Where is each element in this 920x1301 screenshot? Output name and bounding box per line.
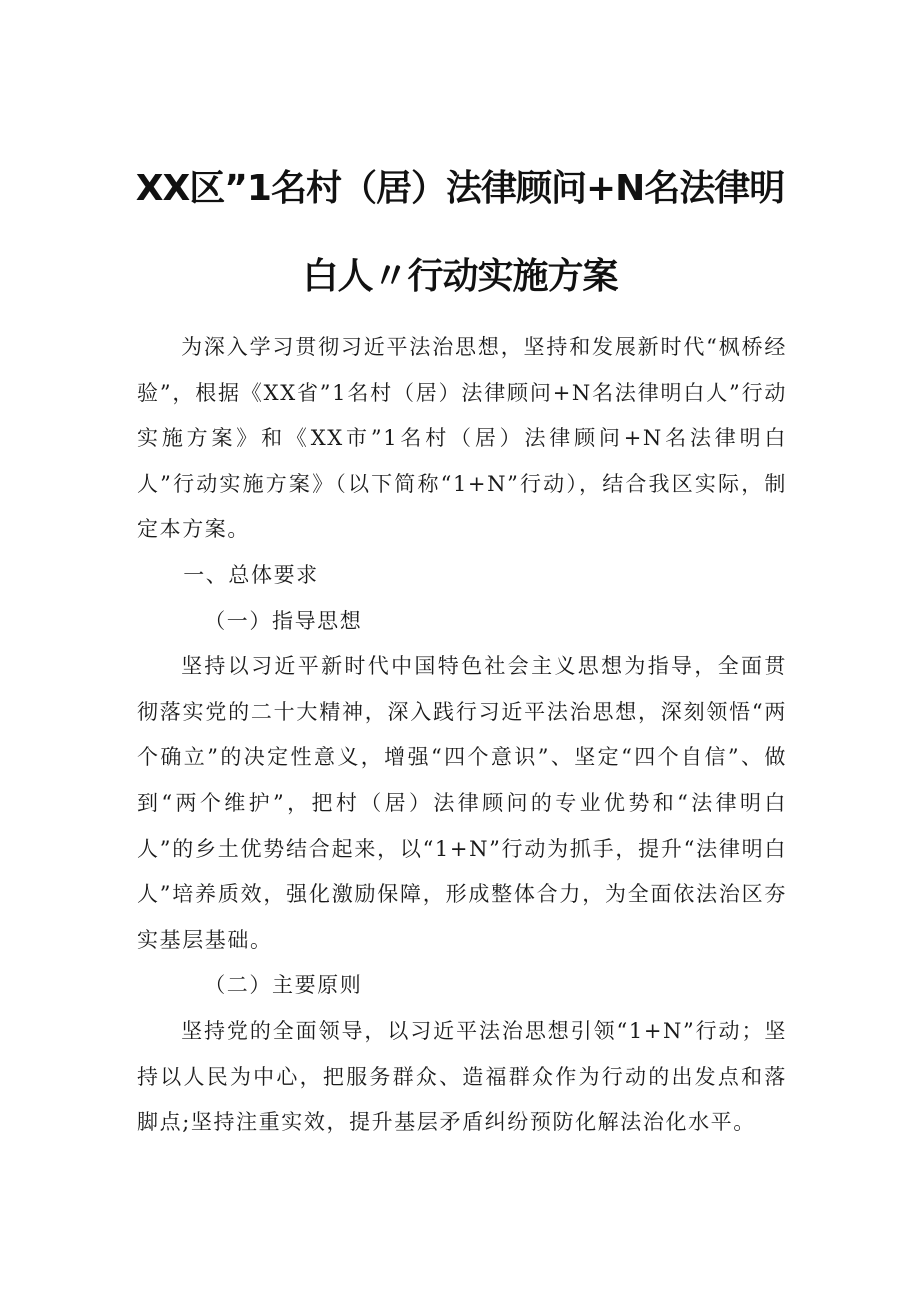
main-principles-paragraph: 坚持党的全面领导，以习近平法治思想引领“1+N”行动；坚持以人民为中心，把服务群众、造福群众作为行动的出发点和落脚点;坚持注重实效，提升基层矛盾纠纷预防化解法治化水平。 (137, 1018, 787, 1135)
document-body (137, 325, 787, 1146)
document-title-line-2: 白人〃行动实施方案 (302, 256, 618, 297)
subsection-heading-guiding-ideology: （一）指导思想 (204, 608, 363, 633)
subsection-heading-main-principles: （二）主要原则 (204, 973, 363, 998)
section-heading-general-requirements: 一、总体要求 (183, 562, 319, 587)
intro-paragraph: 为深入学习贯彻习近平法治思想，坚持和发展新时代“枫桥经验”，根据《XX省”1名村（居）法律顾问+N名法律明白人”行动实施方案》和《XX市”1名村（居）法律顾问+N名法律明白人”行动实施方案》（以下简称“1+N”行动），结合我区实际，制定本方案。 (137, 335, 787, 542)
document-title-line-1: XX区”1名村（居）法律顾问+N名法律明 (135, 168, 785, 209)
guiding-ideology-paragraph: 坚持以习近平新时代中国特色社会主义思想为指导，全面贯彻落实党的二十大精神，深入践行习近平法治思想，深刻领悟“两个确立”的决定性意义，增强“四个意识”、坚定“四个自信”、做到“两个维护”，把村（居）法律顾问的专业优势和“法律明白人”的乡土优势结合起来，以“1+N”行动为抓手，提升“法律明白人”培养质效，强化激励保障，形成整体合力，为全面依法治区夯实基层基础。 (137, 654, 787, 952)
